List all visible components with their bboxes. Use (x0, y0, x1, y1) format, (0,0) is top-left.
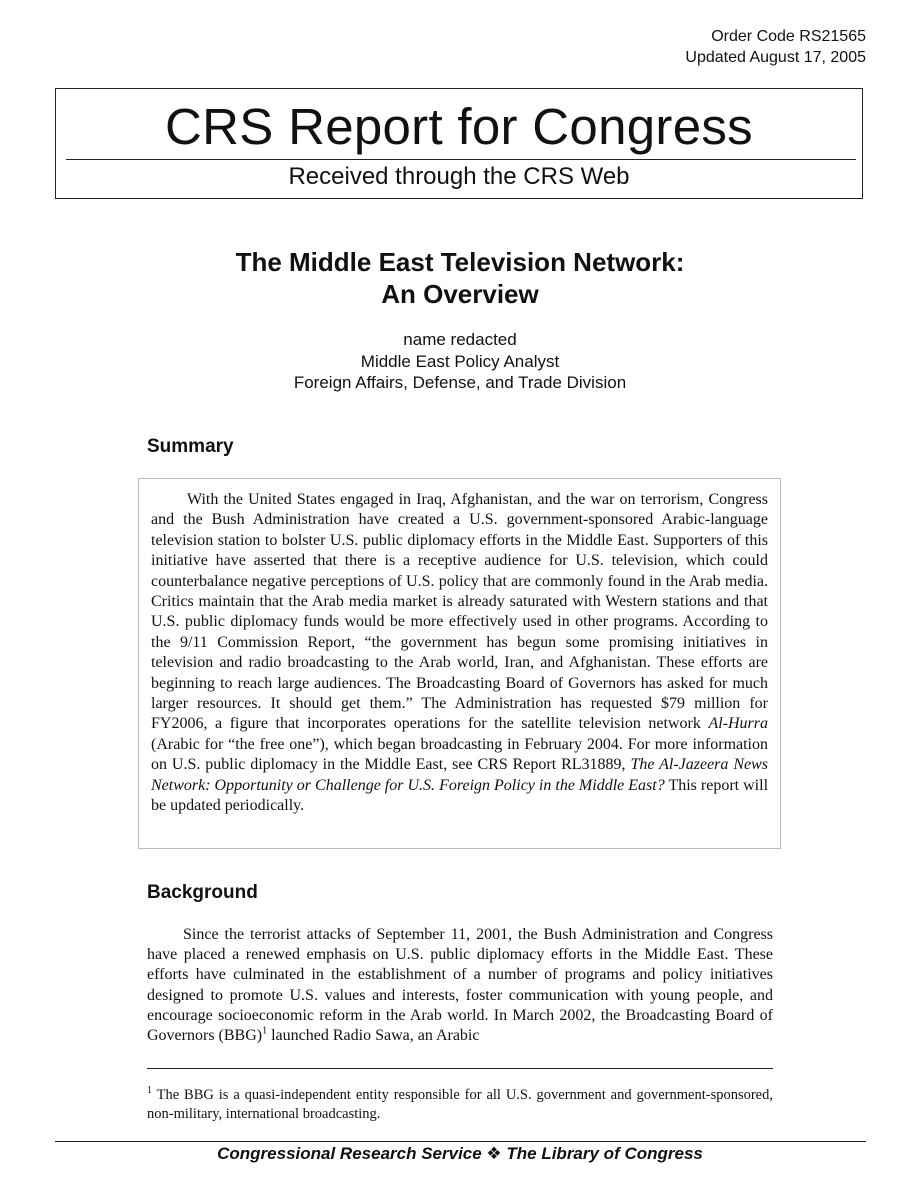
background-text-part-1: Since the terrorist attacks of September 11, 2001, the Bush Administration and Congress have placed a renewed emphasis on U.S. public diplomacy efforts in the Middle East. These efforts have culminated in the establishment of a number of programs and policy initiatives designed to promote U.S. values and interests, foster communication with young people, and encourage socioeconomic reform in the Arab world. In March 2002, the Broadcasting Board of Governors (BBG) (147, 926, 773, 1045)
footnote-marker: 1 (147, 1085, 152, 1097)
background-paragraph (147, 925, 773, 1046)
summary-text-part-3: This report will be updated periodically. (151, 776, 769, 815)
banner-subtitle: Received through the CRS Web (288, 163, 630, 190)
summary-box (138, 478, 781, 849)
page-footer: Congressional Research Service ❖ The Library of Congress (217, 1144, 703, 1163)
order-code-block (685, 26, 866, 68)
updated-date: Updated August 17, 2005 (685, 49, 866, 66)
author-name: name redacted (403, 330, 517, 349)
order-code: Order Code RS21565 (711, 28, 866, 45)
footnote-divider (147, 1068, 773, 1069)
banner-title: CRS Report for Congress (165, 98, 753, 155)
author-division: Foreign Affairs, Defense, and Trade Division (293, 373, 627, 392)
document-title (0, 246, 920, 310)
summary-network-name: Al-Hurra (708, 715, 768, 733)
summary-paragraph (151, 490, 768, 817)
footnote-reference: 1 (262, 1025, 268, 1037)
background-text-part-2: launched Radio Sawa, an Arabic (267, 1027, 480, 1045)
footnote-text: The BBG is a quasi-independent entity responsible for all U.S. government and government-sponsored, non-military, international broadcasting. (147, 1087, 773, 1122)
author-role: Middle East Policy Analyst (360, 351, 560, 371)
footnote (147, 1086, 773, 1124)
author-block (0, 329, 920, 394)
footer-divider (55, 1141, 866, 1142)
summary-text-part-2: (Arabic for “the free one”), which began broadcasting in February 2004. For more information on U.S. public diplomacy in the Middle East, see CRS Report RL31889, (151, 735, 768, 774)
summary-heading: Summary (147, 436, 234, 457)
document-title-line-2: An Overview (381, 279, 539, 309)
crs-banner (55, 88, 863, 199)
summary-text-part-1: With the United States engaged in Iraq, Afghanistan, and the war on terrorism, Congress and the Bush Administration have created a U.S. government-sponsored Arabic-language television station to bolster U.S. public diplomacy efforts in the Middle East. Supporters of this initiative have asserted that there is a receptive audience for U.S. television, which could counterbalance negative perceptions of U.S. policy that are commonly found in the Arab media. Critics maintain that the Arab media market is already saturated with Western stations and that U.S. public diplomacy funds would be more effectively used in other programs. According to the 9/11 Commission Report, “the government has begun some promising initiatives in television and radio broadcasting to the Arab world, Iran, and Afghanistan. These efforts are beginning to reach large audiences. The Broadcasting Board of Governors has asked for much larger resources. It should get them.” The Administration has requested $79 million for FY2006, a figure that incorporates operations for the satellite television network (151, 491, 768, 733)
document-title-line-1: The Middle East Television Network: (235, 247, 685, 277)
summary-report-title: The Al-Jazeera News Network: Opportunity or Challenge for U.S. Foreign Policy in the Middle East? (151, 756, 768, 794)
banner-divider (66, 159, 856, 160)
background-heading: Background (147, 882, 258, 903)
